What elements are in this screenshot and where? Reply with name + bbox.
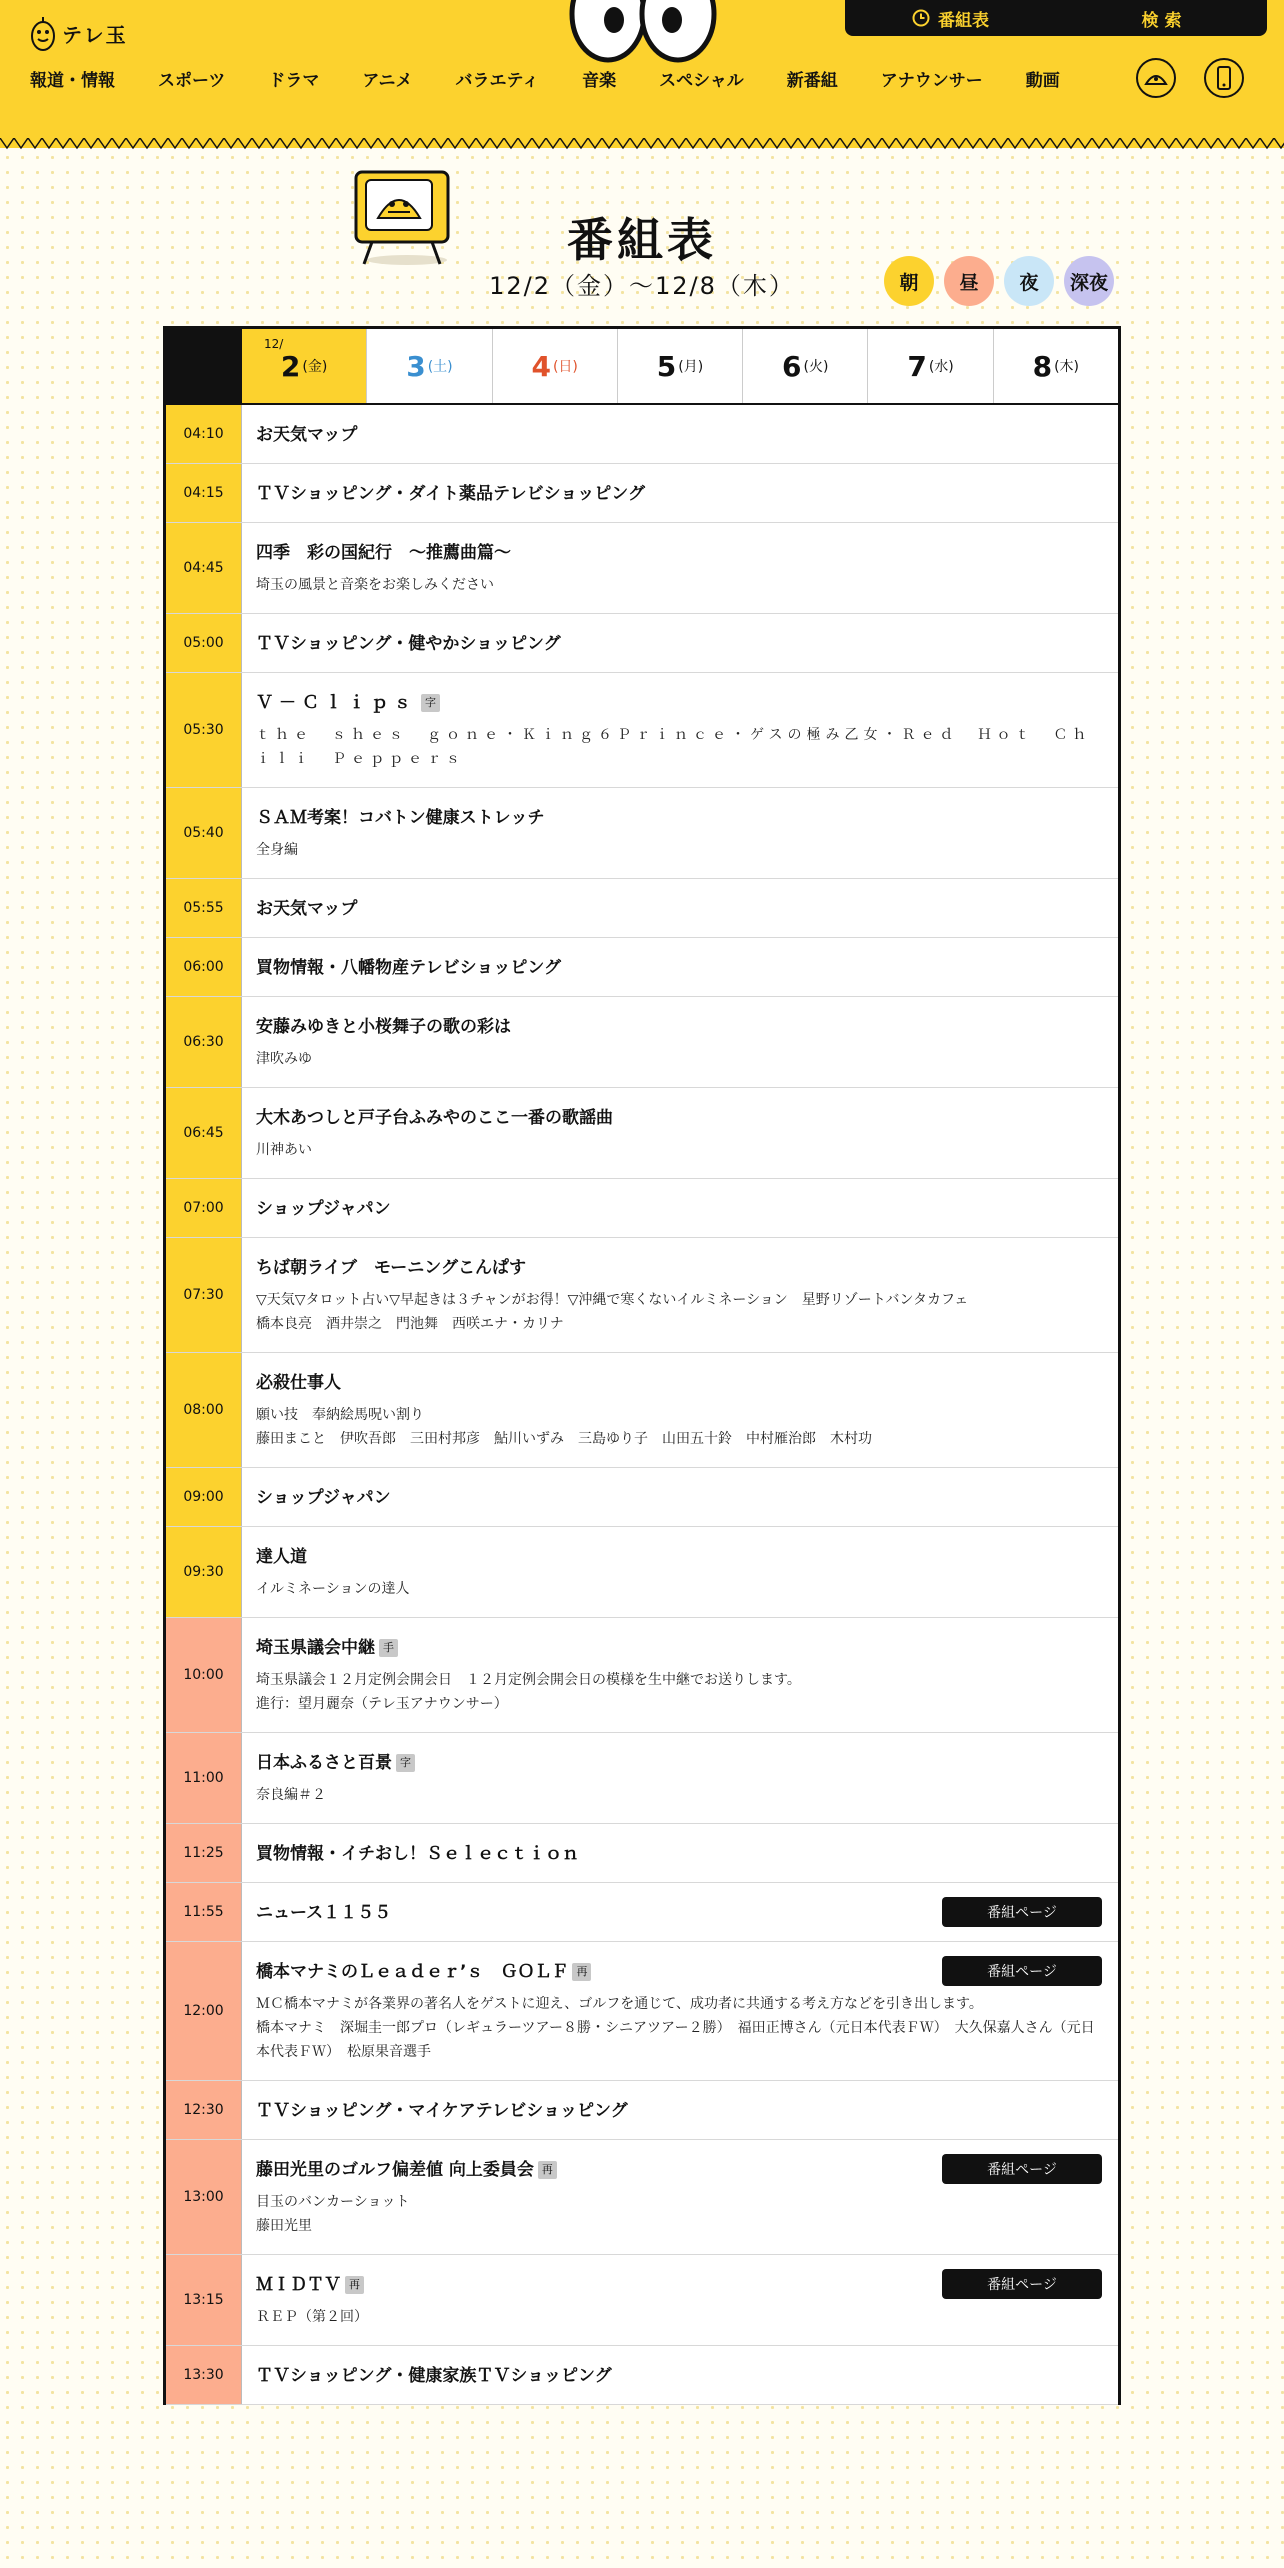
program-description-line: 願い技 奉納絵馬呪い割り <box>256 1407 424 1423</box>
program-title[interactable]: 橋本マナミのＬｅａｄｅｒ’ｓ ＧＯＬＦ <box>256 1962 569 1982</box>
program-time: 10:00 <box>166 1618 242 1732</box>
program-description <box>256 723 1100 771</box>
nav-announcers[interactable]: アナウンサー <box>880 71 983 91</box>
program-title[interactable]: 四季 彩の国紀行 ～推薦曲篇～ <box>256 543 511 563</box>
search-link[interactable] <box>1056 6 1267 31</box>
day-tab-5[interactable] <box>617 329 742 403</box>
program-tag: 再 <box>572 1963 591 1981</box>
program-content <box>242 2081 1118 2139</box>
day-weekday: (水) <box>928 359 954 375</box>
program-row[interactable] <box>166 2255 1118 2346</box>
day-weekday: (金) <box>302 359 328 375</box>
program-time: 13:30 <box>166 2346 242 2404</box>
program-title-line <box>256 1371 1100 1395</box>
program-title-line <box>256 1106 1100 1130</box>
program-title[interactable]: ちば朝ライブ モーニングこんぱす <box>256 1258 526 1278</box>
program-content <box>242 788 1118 878</box>
program-title-line <box>256 1015 1100 1039</box>
program-time: 13:00 <box>166 2140 242 2254</box>
main-nav <box>30 66 1103 91</box>
program-title[interactable]: ＴＶショッピング・健康家族ＴＶショッピング <box>256 2366 612 2386</box>
program-title-line <box>256 956 1100 980</box>
day-weekday: (木) <box>1054 359 1080 375</box>
schedule-table <box>163 326 1121 2405</box>
program-title-line <box>256 691 1100 715</box>
time-late-night-button[interactable]: 深夜 <box>1064 256 1114 306</box>
program-row[interactable] <box>166 1618 1118 1733</box>
program-row[interactable] <box>166 1942 1118 2081</box>
program-page-button[interactable]: 番組ページ <box>942 2269 1102 2299</box>
program-description-line: 奈良編＃２ <box>256 1787 326 1803</box>
program-time: 11:25 <box>166 1824 242 1882</box>
program-content <box>242 614 1118 672</box>
program-title[interactable]: ＴＶショッピング・ダイト薬品テレビショッピング <box>256 484 645 504</box>
day-weekday: (土) <box>427 359 453 375</box>
nav-video[interactable]: 動画 <box>1025 71 1060 91</box>
program-content <box>242 2140 1118 2254</box>
program-row[interactable] <box>166 1468 1118 1527</box>
telecable-icon[interactable] <box>1136 58 1176 98</box>
program-content <box>242 1527 1118 1617</box>
program-row[interactable] <box>166 405 1118 464</box>
nav-variety[interactable]: バラエティ <box>455 71 540 91</box>
program-description <box>256 1288 1100 1336</box>
program-description-line: ｔｈｅ ｓｈｅｓ ｇｏｎｅ・Ｋｉｎｇ６Ｐｒｉｎｃｅ・ゲスの極み乙女・Ｒｅｄ Ｈｏｔ Ｃｈｉｌｉ Ｐｅｐｐｅｒｓ <box>256 727 1092 767</box>
program-description-line: 橋本マナミ 深堀圭一郎プロ（レギュラーツアー８勝・シニアツアー２勝） 福田正博さん（元日本代表ＦＷ） 大久保嘉人さん（元日本代表ＦＷ） 松原果音選手 <box>256 2020 1095 2060</box>
program-description <box>256 1577 1100 1601</box>
top-utility-bar <box>845 0 1267 36</box>
program-description <box>256 838 1100 862</box>
program-content <box>242 464 1118 522</box>
program-content <box>242 2255 1118 2345</box>
program-title-line <box>256 423 1100 447</box>
program-description <box>256 1992 1100 2064</box>
program-content <box>242 1618 1118 1732</box>
program-time: 08:00 <box>166 1353 242 1467</box>
program-row[interactable] <box>166 1733 1118 1824</box>
program-description-line: 川神あい <box>256 1142 312 1158</box>
program-description <box>256 2190 1100 2238</box>
schedule-link[interactable] <box>845 6 1056 31</box>
program-content <box>242 1179 1118 1237</box>
program-row[interactable] <box>166 2081 1118 2140</box>
day-number: 4 <box>531 349 551 383</box>
program-title[interactable]: 埼玉県議会中継 <box>256 1638 375 1658</box>
program-time: 06:00 <box>166 938 242 996</box>
program-row[interactable] <box>166 997 1118 1088</box>
program-row[interactable] <box>166 1353 1118 1468</box>
program-time: 13:15 <box>166 2255 242 2345</box>
program-description-line: ＭＣ橋本マナミが各業界の著名人をゲストに迎え、ゴルフを通じて、成功者に共通する考え方などを引き出します。 <box>256 1996 983 2012</box>
nav-anime[interactable]: アニメ <box>362 71 413 91</box>
schedule-link-label: 番組表 <box>938 10 989 31</box>
day-number: 2 <box>280 349 301 383</box>
program-content <box>242 1353 1118 1467</box>
program-tag: 字 <box>421 694 440 712</box>
clock-icon <box>912 9 930 27</box>
program-title-line <box>256 482 1100 506</box>
nav-drama[interactable]: ドラマ <box>268 71 320 91</box>
program-content <box>242 1468 1118 1526</box>
program-title-line <box>256 1256 1100 1280</box>
day-tab-8[interactable] <box>993 329 1118 403</box>
day-tab-2[interactable] <box>242 329 366 403</box>
program-description <box>256 1403 1100 1451</box>
program-page-button[interactable]: 番組ページ <box>942 1956 1102 1986</box>
program-content <box>242 1733 1118 1823</box>
program-title[interactable]: 買物情報・八幡物産テレビショッピング <box>256 958 561 978</box>
nav-icon-group <box>1136 58 1244 98</box>
logo-text: テレ玉 <box>62 22 128 47</box>
program-time: 11:55 <box>166 1883 242 1941</box>
program-content <box>242 673 1118 787</box>
nav-news[interactable]: 報道・情報 <box>30 71 115 91</box>
program-row[interactable] <box>166 523 1118 614</box>
program-description-line: 目玉のバンカーショット <box>256 2194 410 2210</box>
program-row[interactable] <box>166 614 1118 673</box>
program-title[interactable]: 日本ふるさと百景 <box>256 1753 392 1773</box>
program-content <box>242 938 1118 996</box>
program-title[interactable]: ＴＶショッピング・健やかショッピング <box>256 634 561 654</box>
program-list <box>166 405 1118 2405</box>
site-header <box>0 0 1284 148</box>
program-description <box>256 2305 1100 2329</box>
time-of-day-selector <box>884 256 1114 306</box>
day-number: 5 <box>656 349 677 383</box>
program-tag: 再 <box>538 2161 557 2179</box>
logo[interactable] <box>30 14 128 52</box>
program-title-line <box>256 1751 1100 1775</box>
day-weekday: (日) <box>552 359 578 375</box>
program-content <box>242 1824 1118 1882</box>
program-row[interactable] <box>166 1883 1118 1942</box>
program-description-line: 橋本良亮 酒井崇之 門池舞 西咲エナ・カリナ <box>256 1316 564 1332</box>
program-tag: 手 <box>379 1639 398 1657</box>
program-tag: 再 <box>345 2276 364 2294</box>
search-link-label: 検 索 <box>1141 10 1182 31</box>
program-time: 11:00 <box>166 1733 242 1823</box>
program-description-line: 津吹みゆ <box>256 1051 312 1067</box>
program-row[interactable] <box>166 938 1118 997</box>
day-month: 12/ <box>264 337 284 351</box>
program-title-line <box>256 2099 1100 2123</box>
program-description <box>256 1138 1100 1162</box>
program-description-line: 藤田まこと 伊吹吾郎 三田村邦彦 鮎川いずみ 三島ゆり子 山田五十鈴 中村雁治郎 木村功 <box>256 1431 872 1447</box>
program-time: 12:30 <box>166 2081 242 2139</box>
nav-special[interactable]: スペシャル <box>659 71 744 91</box>
day-tab-3[interactable] <box>366 329 491 403</box>
day-number: 3 <box>406 349 426 383</box>
program-title-line <box>256 2364 1100 2388</box>
program-time: 04:15 <box>166 464 242 522</box>
time-morning-button[interactable]: 朝 <box>884 256 934 306</box>
program-row[interactable] <box>166 879 1118 938</box>
program-title[interactable]: ＴＶショッピング・マイケアテレビショッピング <box>256 2101 628 2121</box>
program-title[interactable]: お天気マップ <box>256 425 358 445</box>
time-night-button[interactable]: 夜 <box>1004 256 1054 306</box>
program-content <box>242 1883 1118 1941</box>
program-title[interactable]: ＭＩＤＴＶ <box>256 2275 341 2295</box>
program-content <box>242 405 1118 463</box>
day-tab-4[interactable] <box>492 329 617 403</box>
program-title-line <box>256 632 1100 656</box>
nav-music[interactable]: 音楽 <box>582 71 617 91</box>
program-row[interactable] <box>166 2346 1118 2405</box>
program-time: 12:00 <box>166 1942 242 2080</box>
program-time: 09:30 <box>166 1527 242 1617</box>
program-description-line: 進行：望月麗奈（テレ玉アナウンサー） <box>256 1696 508 1712</box>
program-title[interactable]: ＳＡＭ考案！コバトン健康ストレッチ <box>256 808 545 828</box>
program-description-line: 藤田光里 <box>256 2218 312 2234</box>
program-row[interactable] <box>166 2140 1118 2255</box>
program-content <box>242 1088 1118 1178</box>
program-title[interactable]: お天気マップ <box>256 899 358 919</box>
program-title-line <box>256 541 1100 565</box>
program-row[interactable] <box>166 673 1118 788</box>
program-content <box>242 879 1118 937</box>
program-title[interactable]: ショップジャパン <box>256 1488 391 1508</box>
page-title: 番組表 <box>567 213 717 267</box>
program-time: 05:30 <box>166 673 242 787</box>
day-tab-6[interactable] <box>742 329 867 403</box>
program-row[interactable] <box>166 1179 1118 1238</box>
date-range: 12/2（金）〜12/8（木） <box>489 272 795 300</box>
program-title-line <box>256 1842 1100 1866</box>
program-title[interactable]: 買物情報・イチおし！Ｓｅｌｅｃｔｉｏｎ <box>256 1844 579 1864</box>
program-content <box>242 523 1118 613</box>
program-row[interactable] <box>166 788 1118 879</box>
nav-sports[interactable]: スポーツ <box>158 71 226 91</box>
day-weekday: (月) <box>678 359 704 375</box>
program-description-line: 全身編 <box>256 842 298 858</box>
program-time: 07:30 <box>166 1238 242 1352</box>
program-content <box>242 1942 1118 2080</box>
program-description-line: 埼玉の風景と音楽をお楽しみください <box>256 577 494 593</box>
program-page-button[interactable]: 番組ページ <box>942 2154 1102 2184</box>
mascot-eyes-icon <box>568 0 718 64</box>
program-description-line: イルミネーションの達人 <box>256 1581 410 1597</box>
program-description <box>256 1783 1100 1807</box>
program-row[interactable] <box>166 1088 1118 1179</box>
program-title[interactable]: ニュース１１５５ <box>256 1903 392 1923</box>
program-time: 07:00 <box>166 1179 242 1237</box>
program-title-line <box>256 806 1100 830</box>
program-description <box>256 1668 1100 1716</box>
title-area <box>0 148 1284 318</box>
day-tabs-corner <box>166 329 242 403</box>
program-title-line <box>256 1197 1100 1221</box>
program-title-line <box>256 1486 1100 1510</box>
program-time: 05:40 <box>166 788 242 878</box>
nav-new-programs[interactable]: 新番組 <box>786 71 838 91</box>
program-title[interactable]: 大木あつしと戸子台ふみやのここ一番の歌謡曲 <box>256 1108 613 1128</box>
program-description-line: ▽天気▽タロット占い▽早起きは３チャンがお得！▽沖縄で寒くないイルミネーション 星野リゾートバンタカフェ <box>256 1292 969 1308</box>
program-time: 04:45 <box>166 523 242 613</box>
day-number: 6 <box>782 349 802 383</box>
program-time: 04:10 <box>166 405 242 463</box>
program-title[interactable]: ショップジャパン <box>256 1199 391 1219</box>
program-time: 06:30 <box>166 997 242 1087</box>
program-title[interactable]: 藤田光里のゴルフ偏差値 向上委員会 <box>256 2160 534 2180</box>
time-noon-button[interactable]: 昼 <box>944 256 994 306</box>
app-icon[interactable] <box>1204 58 1244 98</box>
program-description <box>256 573 1100 597</box>
program-row[interactable] <box>166 1527 1118 1618</box>
program-row[interactable] <box>166 464 1118 523</box>
program-title-line <box>256 1636 1100 1660</box>
mascot-logo-icon <box>30 14 56 52</box>
program-description-line: ＲＥＰ（第２回） <box>256 2309 368 2325</box>
day-weekday: (火) <box>803 359 829 375</box>
program-title[interactable]: Ｖ－Ｃｌｉｐｓ <box>256 693 417 713</box>
program-title-line <box>256 1545 1100 1569</box>
program-title-line <box>256 897 1100 921</box>
program-description <box>256 1047 1100 1071</box>
program-page-button[interactable]: 番組ページ <box>942 1897 1102 1927</box>
day-tab-7[interactable] <box>867 329 992 403</box>
program-time: 05:00 <box>166 614 242 672</box>
program-time: 05:55 <box>166 879 242 937</box>
program-content <box>242 997 1118 1087</box>
program-time: 06:45 <box>166 1088 242 1178</box>
program-title[interactable]: 必殺仕事人 <box>256 1373 341 1393</box>
day-tabs <box>166 329 1118 405</box>
program-row[interactable] <box>166 1824 1118 1883</box>
program-title[interactable]: 達人道 <box>256 1547 307 1567</box>
program-row[interactable] <box>166 1238 1118 1353</box>
program-tag: 字 <box>396 1754 415 1772</box>
program-title[interactable]: 安藤みゆきと小桜舞子の歌の彩は <box>256 1017 511 1037</box>
program-time: 09:00 <box>166 1468 242 1526</box>
day-number: 7 <box>907 349 927 383</box>
day-number: 8 <box>1032 349 1053 383</box>
program-content <box>242 2346 1118 2404</box>
program-content <box>242 1238 1118 1352</box>
program-description-line: 埼玉県議会１２月定例会開会日 １２月定例会開会日の模様を生中継でお送りします。 <box>256 1672 801 1688</box>
